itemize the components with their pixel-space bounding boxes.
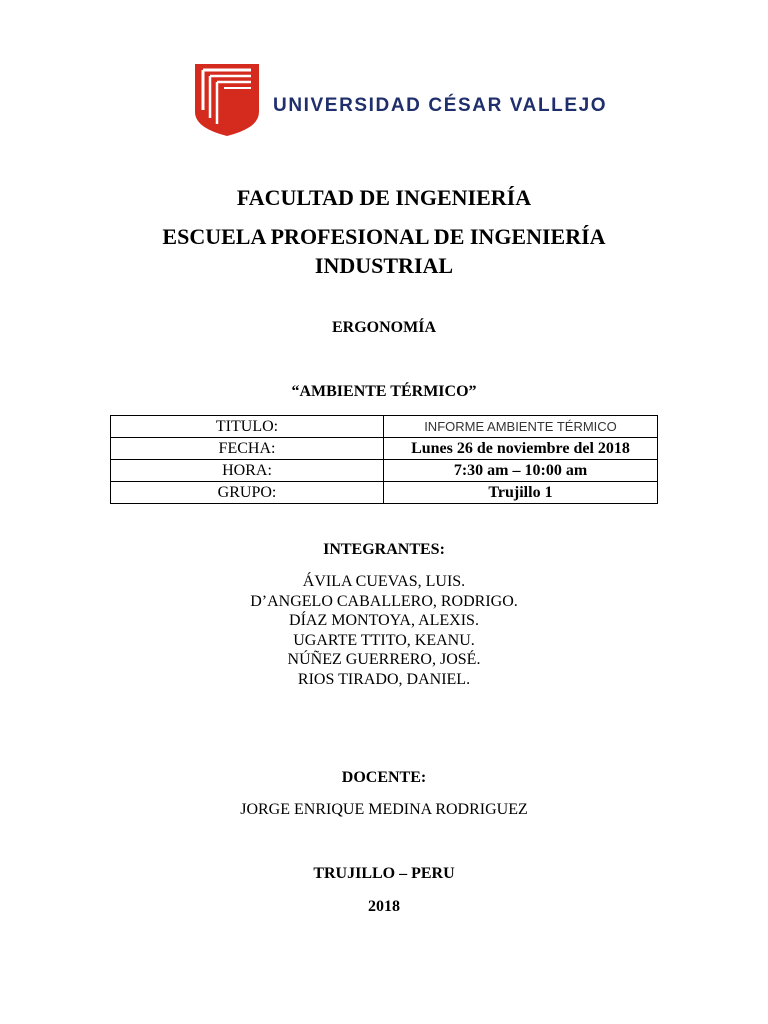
table-value-cell: Trujillo 1 xyxy=(384,482,658,504)
table-row xyxy=(111,416,658,438)
members-list xyxy=(0,572,768,689)
table-row xyxy=(111,460,658,482)
table-label-cell: HORA: xyxy=(111,460,384,482)
member-name: DÍAZ MONTOYA, ALEXIS. xyxy=(289,612,479,629)
member-name: RIOS TIRADO, DANIEL. xyxy=(297,670,471,688)
info-table xyxy=(110,415,658,504)
university-name: UNIVERSIDAD CÉSAR VALLEJO xyxy=(273,95,608,116)
table-value-cell: INFORME AMBIENTE TÉRMICO xyxy=(384,416,658,438)
course-name: ERGONOMÍA xyxy=(332,319,436,336)
table-label-cell: GRUPO: xyxy=(111,482,384,504)
member-name: UGARTE TTITO, KEANU. xyxy=(293,631,475,649)
table-value-cell: 7:30 am – 10:00 am xyxy=(384,460,658,482)
table-value-cell: Lunes 26 de noviembre del 2018 xyxy=(384,438,658,460)
member-name: ÁVILA CUEVAS, LUIS. xyxy=(302,573,466,590)
table-label-cell: FECHA: xyxy=(111,438,384,460)
table-row xyxy=(111,482,658,504)
members-heading: INTEGRANTES: xyxy=(323,541,445,558)
university-logo xyxy=(193,62,607,138)
city: TRUJILLO – PERU xyxy=(313,865,455,882)
year: 2018 xyxy=(368,898,400,915)
school-heading-line2: INDUSTRIAL xyxy=(314,253,454,278)
table-row xyxy=(111,438,658,460)
table-label-cell: TITULO: xyxy=(111,416,384,438)
member-name: NÚÑEZ GUERRERO, JOSÉ. xyxy=(287,651,481,668)
university-shield-icon xyxy=(193,62,261,138)
teacher-name: JORGE ENRIQUE MEDINA RODRIGUEZ xyxy=(240,801,528,818)
teacher-heading: DOCENTE: xyxy=(341,769,427,786)
faculty-heading: FACULTAD DE INGENIERÍA xyxy=(236,185,532,210)
report-title: “AMBIENTE TÉRMICO” xyxy=(291,383,477,400)
member-name: D’ANGELO CABALLERO, RODRIGO. xyxy=(250,592,518,610)
school-heading-line1: ESCUELA PROFESIONAL DE INGENIERÍA xyxy=(162,224,606,249)
